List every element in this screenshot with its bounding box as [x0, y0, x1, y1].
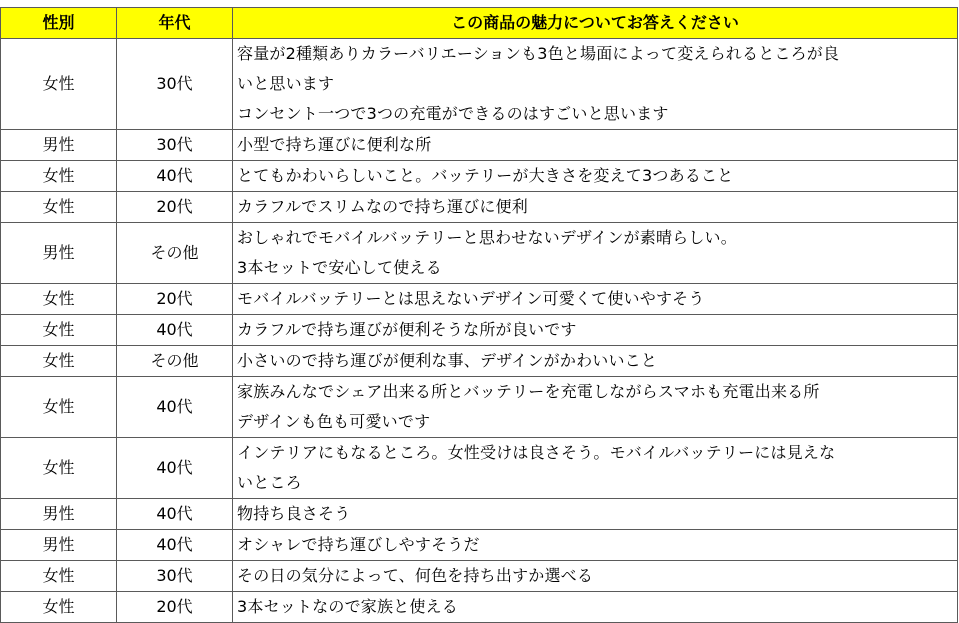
gender-cell: 女性	[1, 39, 117, 130]
comment-cell	[233, 192, 958, 223]
gender-cell: 女性	[1, 192, 117, 223]
age-cell: その他	[117, 346, 233, 377]
age-cell: 40代	[117, 161, 233, 192]
age-cell: 40代	[117, 315, 233, 346]
table-row	[1, 130, 958, 161]
header-comment: この商品の魅力についてお答えください	[233, 8, 958, 39]
table-row	[1, 377, 958, 438]
comment-cell	[233, 499, 958, 530]
gender-cell: 女性	[1, 346, 117, 377]
comment-line: コンセント一つで3つの充電ができるのはすごいと思います	[237, 104, 669, 123]
comment-cell	[233, 223, 958, 284]
comment-cell	[233, 161, 958, 192]
comment-cell	[233, 438, 958, 499]
table-row	[1, 39, 958, 130]
age-cell: 40代	[117, 499, 233, 530]
comment-cell	[233, 561, 958, 592]
comment-cell	[233, 592, 958, 623]
comment-line: おしゃれでモバイルバッテリーと思わせないデザインが素晴らしい。	[237, 228, 737, 247]
header-row	[1, 8, 958, 39]
table-row	[1, 192, 958, 223]
comment-line: その日の気分によって、何色を持ち出すか選べる	[237, 566, 594, 585]
age-cell: 40代	[117, 377, 233, 438]
comment-line: とてもかわいらしいこと。バッテリーが大きさを変えて3つあること	[237, 166, 734, 185]
table-row	[1, 438, 958, 499]
comment-line: 小さいので持ち運びが便利な事、デザインがかわいいこと	[237, 351, 658, 370]
table-row	[1, 592, 958, 623]
comment-line: 容量が2種類ありカラーバリエーションも3色と場面によって変えられるところが良	[237, 44, 840, 63]
table-row	[1, 346, 958, 377]
age-cell: 30代	[117, 561, 233, 592]
comment-cell	[233, 315, 958, 346]
age-cell: 20代	[117, 192, 233, 223]
comment-line: オシャレで持ち運びしやすそうだ	[237, 535, 480, 554]
gender-cell: 男性	[1, 130, 117, 161]
survey-table	[0, 7, 958, 623]
gender-cell: 女性	[1, 592, 117, 623]
comment-line: 小型で持ち運びに便利な所	[237, 135, 432, 154]
table-row	[1, 223, 958, 284]
table-row	[1, 315, 958, 346]
age-cell: 40代	[117, 438, 233, 499]
gender-cell: 男性	[1, 499, 117, 530]
comment-line: 3本セットで安心して使える	[237, 258, 442, 277]
comment-cell	[233, 39, 958, 130]
comment-cell	[233, 377, 958, 438]
gender-cell: 女性	[1, 284, 117, 315]
comment-cell	[233, 130, 958, 161]
age-cell: 30代	[117, 130, 233, 161]
comment-cell	[233, 284, 958, 315]
table-row	[1, 499, 958, 530]
age-cell: その他	[117, 223, 233, 284]
gender-cell: 女性	[1, 161, 117, 192]
gender-cell: 女性	[1, 315, 117, 346]
table-row	[1, 284, 958, 315]
age-cell: 40代	[117, 530, 233, 561]
comment-line: カラフルで持ち運びが便利そうな所が良いです	[237, 320, 577, 339]
comment-cell	[233, 530, 958, 561]
age-cell: 20代	[117, 284, 233, 315]
comment-line: いところ	[237, 473, 302, 492]
comment-line: デザインも色も可愛いです	[237, 412, 431, 431]
table-row	[1, 530, 958, 561]
table-row	[1, 561, 958, 592]
comment-cell	[233, 346, 958, 377]
age-cell: 20代	[117, 592, 233, 623]
comment-line: モバイルバッテリーとは思えないデザイン可愛くて使いやすそう	[237, 289, 705, 308]
table-body	[1, 39, 958, 623]
gender-cell: 男性	[1, 530, 117, 561]
header-age: 年代	[117, 8, 233, 39]
gender-cell: 女性	[1, 561, 117, 592]
header-gender: 性別	[1, 8, 117, 39]
comment-line: 物持ち良さそう	[237, 504, 351, 523]
age-cell: 30代	[117, 39, 233, 130]
comment-line: インテリアにもなるところ。女性受けは良さそう。モバイルバッテリーには見えな	[237, 443, 836, 462]
table-row	[1, 161, 958, 192]
comment-line: 家族みんなでシェア出来る所とバッテリーを充電しながらスマホも充電出来る所	[237, 382, 820, 401]
comment-line: いと思います	[237, 74, 335, 93]
gender-cell: 女性	[1, 438, 117, 499]
gender-cell: 女性	[1, 377, 117, 438]
gender-cell: 男性	[1, 223, 117, 284]
comment-line: 3本セットなので家族と使える	[237, 597, 458, 616]
comment-line: カラフルでスリムなので持ち運びに便利	[237, 197, 528, 216]
